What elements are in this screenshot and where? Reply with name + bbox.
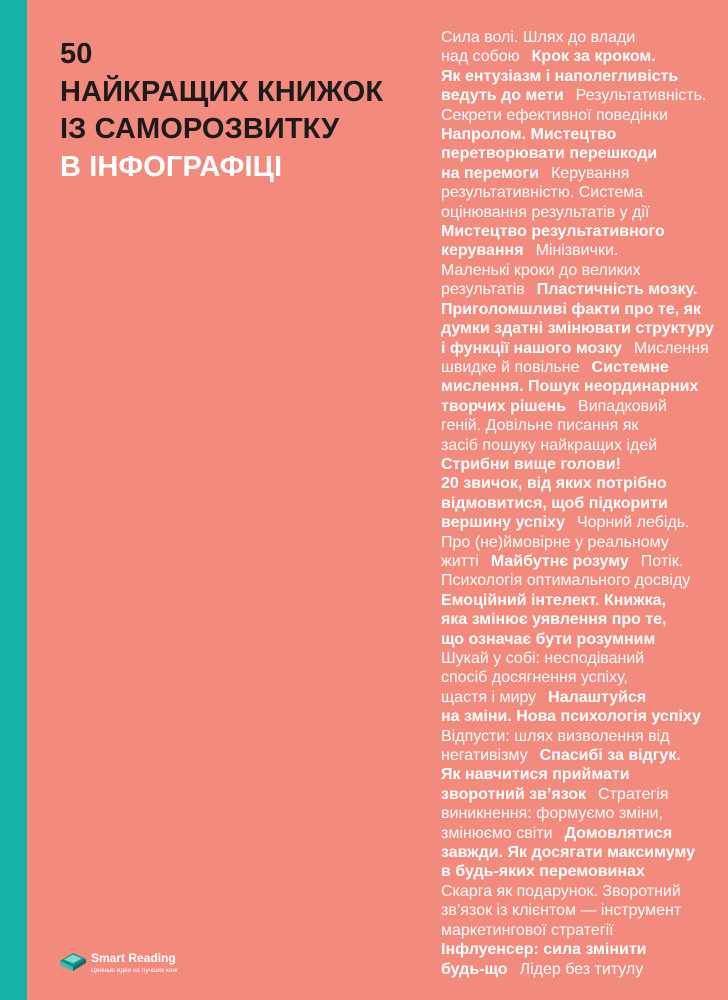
text-line — [441, 339, 725, 358]
text-line — [441, 533, 725, 552]
text-segment: Психологія оптимального досвіду — [441, 572, 691, 590]
book-title-segment: Приголомшливі факти про те, як — [441, 300, 701, 318]
title-number: 50 — [60, 38, 93, 70]
text-line — [441, 494, 725, 513]
book-title-segment: перетворювати перешкоди — [441, 145, 658, 163]
text-segment: засіб пошуку найкращих ідей — [441, 436, 658, 454]
text-line — [441, 707, 725, 726]
text-line — [441, 630, 725, 649]
book-title-segment: вершину успіху — [441, 514, 565, 532]
book-title-segment: в будь-яких перемовинах — [441, 863, 645, 881]
text-segment: житті — [441, 552, 479, 570]
text-line — [441, 901, 725, 920]
book-title-segment: Пластичність мозку. — [536, 281, 698, 299]
logo-tagline: Ценные идеи из лучших книг — [91, 967, 179, 974]
book-title-segment: Майбутнє розуму — [490, 552, 629, 570]
teal-side-stripe — [0, 0, 27, 1000]
book-title-segment: Системне — [591, 358, 669, 376]
text-line — [441, 222, 725, 241]
text-segment: Про (не)ймовірне у реальному — [441, 533, 669, 551]
page-title — [60, 36, 383, 186]
book-title-segment: 20 звичок, від яких потрібно — [441, 475, 667, 493]
text-segment: результатів — [441, 281, 525, 299]
title-line-books: НАЙКРАЩИХ КНИЖОК — [60, 75, 384, 108]
text-line — [441, 106, 725, 125]
book-titles-text — [441, 28, 725, 979]
text-segment: Маленькі кроки до великих — [441, 261, 641, 279]
book-logo-icon — [58, 950, 88, 972]
text-line — [441, 591, 725, 610]
text-segment: Відпусти: шлях визволення від — [441, 727, 670, 745]
book-title-segment: Як ентузіазм і наполегливість — [441, 67, 679, 85]
text-segment: Мислення — [633, 339, 709, 357]
text-line — [441, 513, 725, 532]
book-title-segment: творчих рішень — [441, 397, 567, 415]
text-line — [441, 649, 725, 668]
text-line — [441, 183, 725, 202]
book-title-segment: що означає бути розумним — [441, 630, 656, 648]
text-line — [441, 28, 725, 47]
text-segment: Секрети ефективної поведінки — [441, 106, 669, 124]
text-segment: Результативність. — [575, 87, 707, 105]
smart-reading-logo — [58, 950, 248, 980]
text-segment: Шукай у собі: несподіваний — [441, 650, 645, 667]
book-title-segment: Мистецтво результативного — [441, 223, 665, 241]
text-segment: оцінювання результатів у дії — [441, 203, 650, 221]
book-title-segment: Як навчитися приймати — [441, 766, 630, 784]
text-line — [441, 746, 725, 765]
text-line — [441, 358, 725, 377]
text-line — [441, 765, 725, 784]
text-line — [441, 125, 725, 144]
text-line — [441, 416, 725, 435]
book-title-segment: на перемоги — [441, 164, 539, 182]
text-line — [441, 261, 725, 280]
text-line — [441, 86, 725, 105]
text-line — [441, 960, 725, 979]
book-title-segment: і функції нашого мозку — [441, 339, 622, 357]
text-segment: Чорний лебідь. — [576, 514, 690, 532]
text-line — [441, 241, 725, 260]
text-line — [441, 319, 725, 338]
text-line — [441, 804, 725, 823]
book-title-segment: яка змінює уявлення про те, — [441, 611, 667, 629]
text-line — [441, 862, 725, 881]
book-title-segment: Домовлятися — [564, 824, 673, 842]
text-line — [441, 843, 725, 862]
text-line — [441, 47, 725, 66]
book-title-segment: Налаштуйся — [548, 688, 647, 706]
text-line — [441, 552, 725, 571]
text-line — [441, 455, 725, 474]
text-line — [441, 300, 725, 319]
text-line — [441, 921, 725, 940]
text-segment: результативністю. Система — [441, 184, 644, 202]
text-line — [441, 280, 725, 299]
text-line — [441, 474, 725, 493]
book-title-segment: на зміни. Нова психологія успіху — [441, 708, 701, 726]
text-segment: Потік. — [640, 552, 684, 570]
book-title-segment: відмовитися, щоб підкорити — [441, 494, 668, 512]
text-segment: Випадковий — [578, 397, 667, 415]
book-title-segment: ведуть до мети — [441, 87, 564, 105]
text-line — [441, 610, 725, 629]
book-title-segment: думки здатні змінювати структуру — [441, 320, 714, 338]
text-line — [441, 727, 725, 746]
book-title-segment: Емоційний інтелект. Книжка, — [441, 591, 666, 609]
text-line — [441, 67, 725, 86]
logo-name: Smart Reading — [91, 951, 176, 965]
book-title-segment: Напролом. Мистецтво — [441, 126, 617, 144]
book-title-segment: керування — [441, 242, 524, 260]
book-title-segment: будь-що — [441, 960, 508, 978]
text-segment: Скарга як подарунок. Зворотний — [441, 882, 681, 900]
book-title-segment: завжди. Як досягати максимуму — [441, 844, 695, 862]
text-segment: над собою — [441, 48, 520, 66]
text-line — [441, 377, 725, 396]
book-title-segment: Спасибі за відгук. — [539, 747, 681, 765]
text-segment: негативізму — [441, 747, 528, 765]
title-line-topic: ІЗ САМОРОЗВИТКУ — [60, 113, 340, 145]
book-title-segment: зворотний зв’язок — [441, 785, 587, 803]
text-line — [441, 203, 725, 222]
text-segment: Стратегія — [598, 785, 669, 803]
book-title-segment: Стрибни вище голови! — [441, 455, 621, 473]
text-line — [441, 688, 725, 707]
text-segment: щастя і миру — [441, 688, 537, 706]
text-segment: спосіб досягнення успіху, — [441, 669, 628, 687]
text-line — [441, 571, 725, 590]
text-segment: геній. Довільне писання як — [441, 417, 639, 435]
text-line — [441, 882, 725, 901]
text-line — [441, 144, 725, 163]
text-segment: Сила волі. Шлях до влади — [441, 29, 636, 46]
book-title-segment: мислення. Пошук неординарних — [441, 378, 699, 396]
text-line — [441, 164, 725, 183]
text-segment: змінюємо світи — [441, 824, 553, 842]
text-line — [441, 436, 725, 455]
title-line-infographic: В ІНФОГРАФІЦІ — [60, 150, 283, 183]
text-line — [441, 824, 725, 843]
text-line — [441, 940, 725, 959]
text-segment: швидке й повільне — [441, 358, 580, 376]
text-segment: зв’язок із клієнтом — інструмент — [441, 902, 682, 920]
book-title-segment: Інфлуенсер: сила змінити — [441, 941, 647, 959]
text-line — [441, 397, 725, 416]
text-line — [441, 785, 725, 804]
text-segment: Лідер без титулу — [519, 960, 644, 978]
text-segment: Керування — [550, 164, 630, 182]
text-segment: Мінізвички. — [535, 242, 619, 260]
book-title-segment: Крок за кроком. — [531, 48, 656, 66]
text-line — [441, 668, 725, 687]
text-segment: виникнення: формуємо зміни, — [441, 805, 663, 823]
text-segment: маркетингової стратегії — [441, 921, 614, 939]
